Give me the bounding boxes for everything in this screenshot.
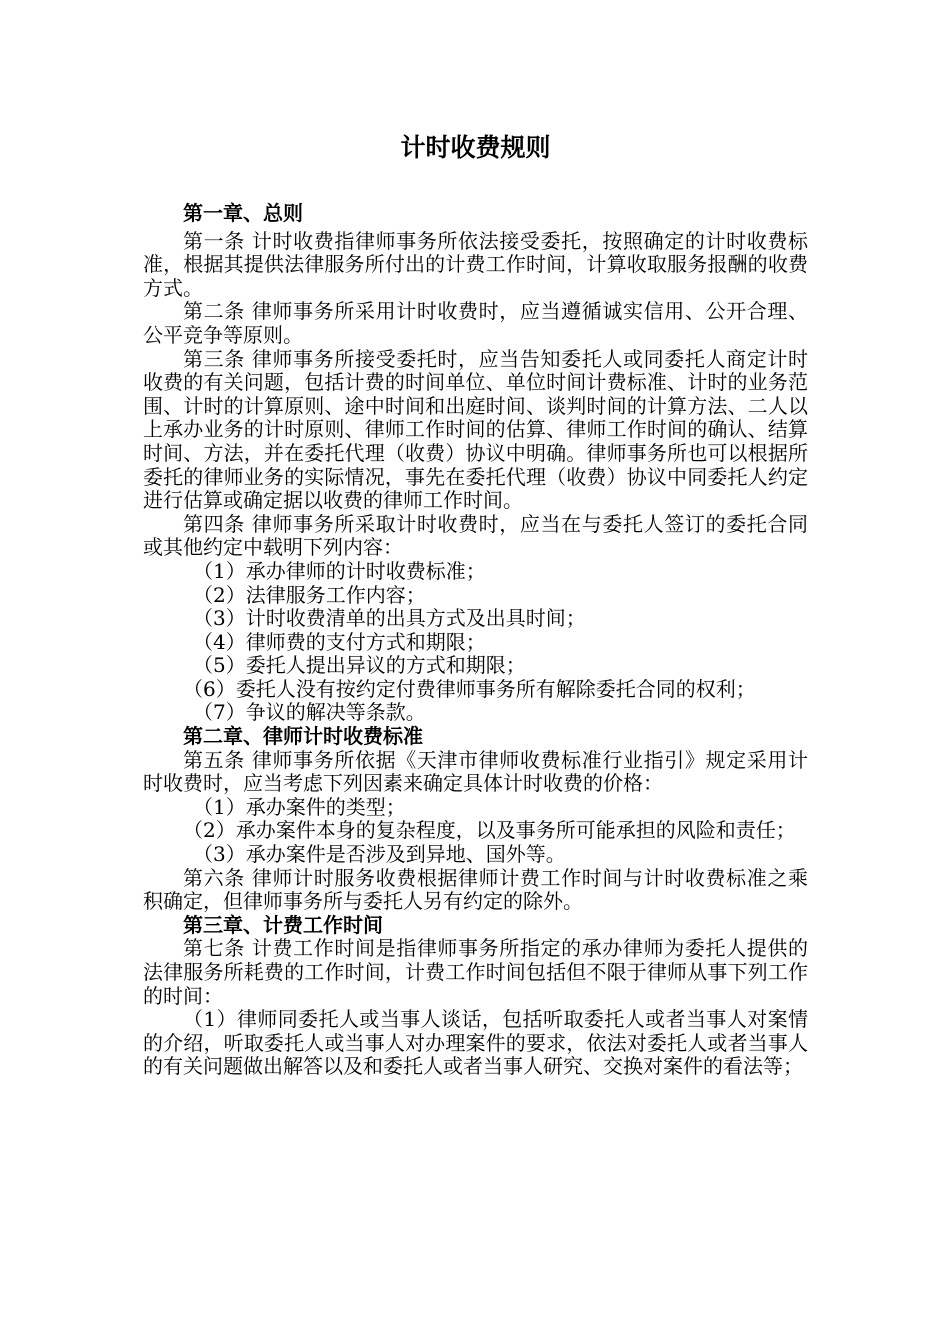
article-4-item: （7）争议的解决等条款。 — [193, 700, 426, 725]
article-5-item: （2）承办案件本身的复杂程度，以及事务所可能承担的风险和责任； — [183, 818, 796, 843]
article-5: 第五条 律师事务所依据《天津市律师收费标准行业指引》规定采用计时收费时，应当考虑下列因素来确定具体计时收费的价格： — [143, 747, 808, 796]
article-2: 第二条 律师事务所采用计时收费时，应当遵循诚实信用、公开合理、公平竞争等原则。 — [143, 299, 808, 347]
article-5-item: （3）承办案件是否涉及到异地、国外等。 — [193, 842, 566, 867]
article-5-item: （1）承办案件的类型； — [193, 794, 406, 819]
article-4-item: （1）承办律师的计时收费标准； — [193, 558, 486, 583]
document-page — [143, 128, 808, 1079]
article-6: 第六条 律师计时服务收费根据律师计费工作时间与计时收费标准之乘积确定，但律师事务所与委托人另有约定的除外。 — [143, 865, 808, 914]
chapter-1-heading: 第一章、总则 — [183, 201, 303, 225]
article-4-item: （5）委托人提出异议的方式和期限； — [193, 653, 526, 678]
article-4-item: （6）委托人没有按约定付费律师事务所有解除委托合同的权利； — [183, 676, 756, 701]
article-7-item: （1）律师同委托人或当事人谈话，包括听取委托人或者当事人对案情的介绍，听取委托人或当事人对办理案件的要求，依法对委托人或者当事人的有关问题做出解答以及和委托人或者当事人研究、交换对案件的看法等； — [143, 1007, 808, 1079]
chapter-3-heading: 第三章、计费工作时间 — [183, 912, 383, 937]
article-4-item: （2）法律服务工作内容； — [193, 582, 426, 607]
article-4: 第四条 律师事务所采取计时收费时，应当在与委托人签订的委托合同或其他约定中载明下列内容： — [143, 511, 808, 560]
chapter-2-heading: 第二章、律师计时收费标准 — [183, 724, 423, 749]
article-4-item: （3）计时收费清单的出具方式及出具时间； — [193, 606, 586, 631]
article-1: 第一条 计时收费指律师事务所依法接受委托，按照确定的计时收费标准，根据其提供法律服务所付出的计费工作时间，计算收取服务报酬的收费方式。 — [143, 228, 808, 300]
article-4-item: （4）律师费的支付方式和期限； — [193, 629, 486, 654]
document-title: 计时收费规则 — [400, 133, 551, 162]
article-7: 第七条 计费工作时间是指律师事务所指定的承办律师为委托人提供的法律服务所耗费的工作时间，计费工作时间包括但不限于律师从事下列工作的时间： — [143, 936, 808, 1008]
article-3: 第三条 律师事务所接受委托时，应当告知委托人或同委托人商定计时收费的有关问题，包括计费的时间单位、单位时间计费标准、计时的业务范围、计时的计算原则、途中时间和出庭时间、谈判时间的计算方法、二人以上承办业务的计时原则、律师工作时间的估算、律师工作时间的确认、结算时间、方法，并在委托代理（收费）协议中明确。律师事务所也可以根据所委托的律师业务的实际情况，事先在委托代理（收费）协议中同委托人约定进行估算或确定据以收费的律师工作时间。 — [143, 346, 808, 513]
